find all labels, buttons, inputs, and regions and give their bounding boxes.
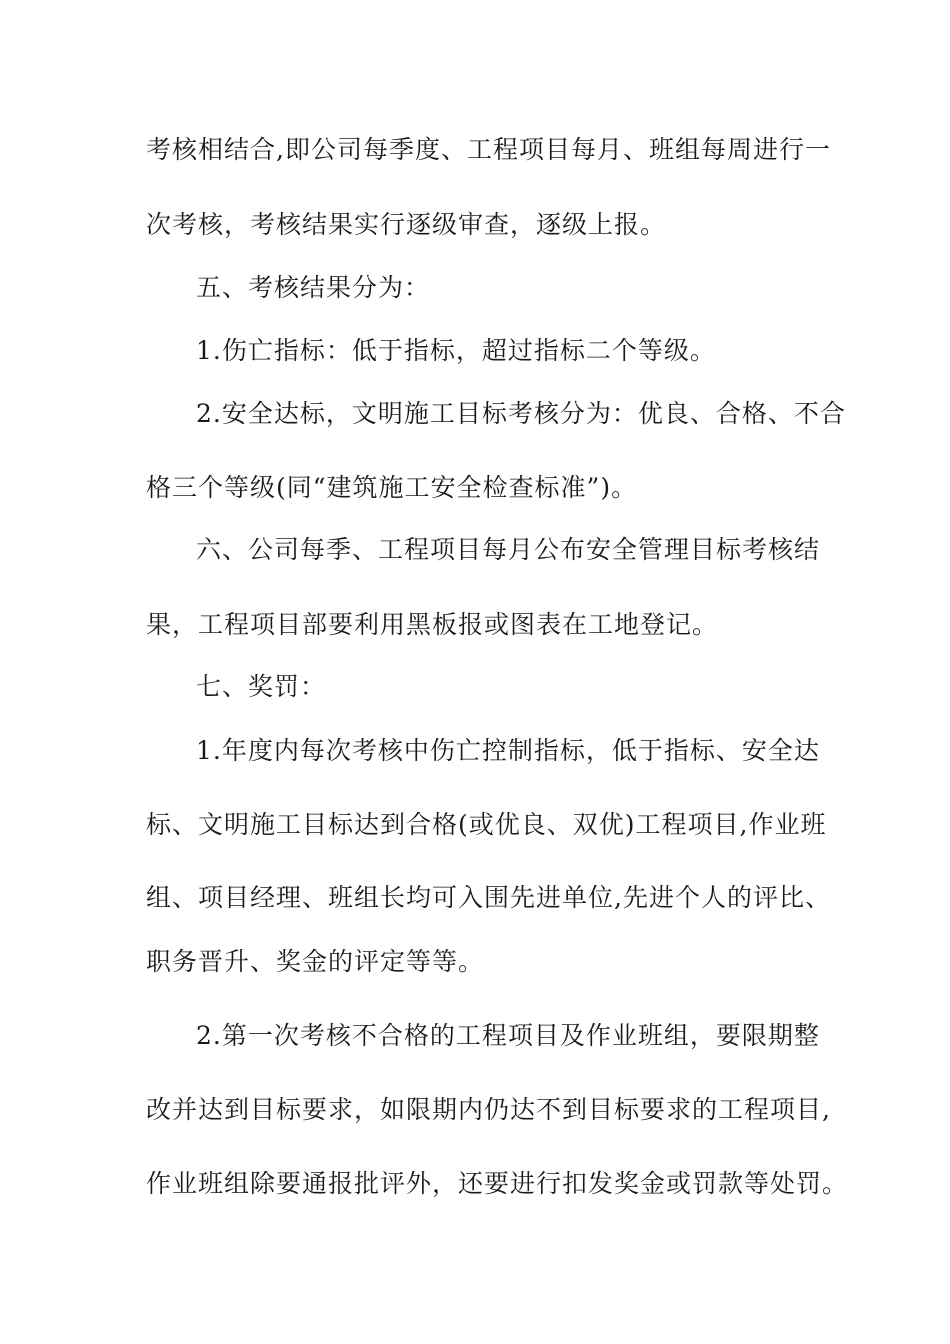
text-line-15: 改并达到目标要求，如限期内仍达不到目标要求的工程项目, (146, 1095, 831, 1124)
section-heading-6: 六、公司每季、工程项目每月公布安全管理目标考核结 (196, 535, 821, 564)
text-line-16: 作业班组除要通报批评外，还要进行扣发奖金或罚款等处罚。 (146, 1169, 849, 1198)
text-line-14: 2.第一次考核不合格的工程项目及作业班组，要限期整 (196, 1021, 820, 1050)
text-line-10: 1.年度内每次考核中伤亡控制指标，低于指标、安全达 (196, 736, 820, 765)
section-heading-5: 五、考核结果分为： (196, 273, 431, 302)
text-line-11: 标、文明施工目标达到合格(或优良、双优)工程项目,作业班 (146, 810, 827, 839)
section-heading-7: 七、奖罚： (196, 672, 327, 701)
text-line-1: 考核相结合,即公司每季度、工程项目每月、班组每周进行一 (146, 135, 831, 164)
text-line-6: 格三个等级(同“建筑施工安全检查标准”)。 (146, 473, 638, 502)
text-line-4: 1.伤亡指标：低于指标，超过指标二个等级。 (196, 336, 716, 365)
text-line-5: 2.安全达标，文明施工目标考核分为：优良、合格、不合 (196, 399, 846, 428)
text-line-8: 果，工程项目部要利用黑板报或图表在工地登记。 (146, 610, 719, 639)
text-line-13: 职务晋升、奖金的评定等等。 (146, 947, 485, 976)
text-line-12: 组、项目经理、班组长均可入围先进单位,先进个人的评比、 (146, 883, 831, 912)
text-line-2: 次考核，考核结果实行逐级审查，逐级上报。 (146, 210, 667, 239)
